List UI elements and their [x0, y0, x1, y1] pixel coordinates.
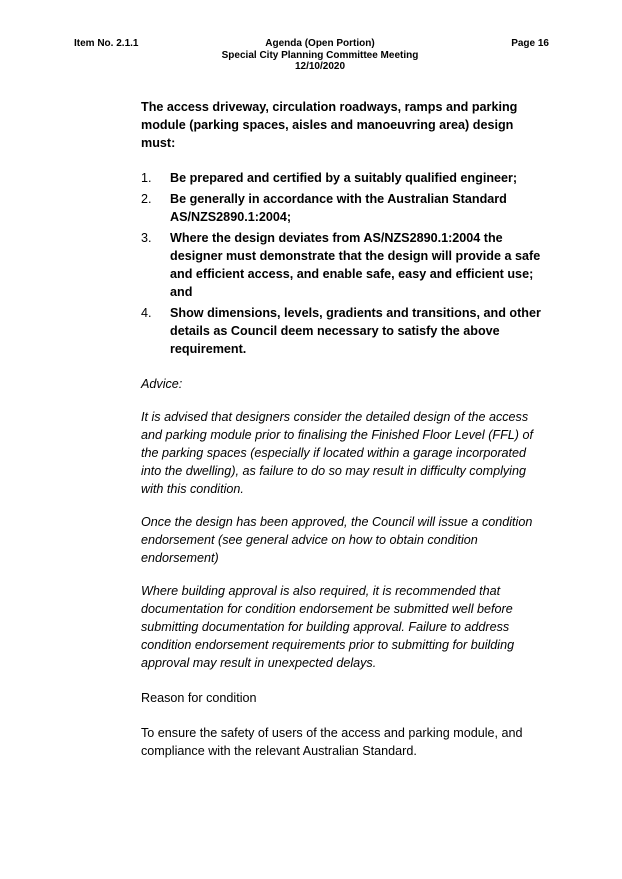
advice-paragraph: Where building approval is also required, it is recommended that documentation for condition endorsement be submitted well before submitting documentation for building approval. Failure to address condition endorsement requirements prior to submitting for building approval may result in unexpected delays.	[141, 584, 515, 670]
list-item-text: Be generally in accordance with the Australian Standard AS/NZS2890.1:2004;	[170, 192, 507, 224]
meeting-date: 12/10/2020	[294, 61, 346, 72]
document-body	[141, 98, 541, 760]
agenda-title: Agenda (Open Portion)	[265, 38, 375, 49]
list-item-number: 2.	[141, 192, 152, 206]
item-number: Item No. 2.1.1	[74, 38, 139, 49]
list-item-number: 1.	[141, 171, 152, 185]
list-item-number: 3.	[141, 231, 152, 245]
list-item	[141, 304, 541, 358]
condition-intro: The access driveway, circulation roadways, ramps and parking module (parking spaces, aisles and manoeuvring area) design must:	[141, 100, 518, 150]
list-item-text: Show dimensions, levels, gradients and transitions, and other details as Council deem necessary to satisfy the above requirement.	[170, 306, 541, 356]
list-item	[141, 169, 541, 187]
reason-heading: Reason for condition	[141, 691, 257, 705]
agenda-header	[180, 38, 460, 73]
list-item-text: Where the design deviates from AS/NZS2890.1:2004 the designer must demonstrate that the design will provide a safe and efficient access, and enable safe, easy and efficient use; and	[170, 231, 541, 299]
list-item	[141, 190, 541, 226]
requirements-list	[141, 169, 541, 358]
meeting-name: Special City Planning Committee Meeting	[221, 49, 419, 61]
reason-text: To ensure the safety of users of the access and parking module, and compliance with the relevant Australian Standard.	[141, 726, 523, 758]
advice-paragraph: Once the design has been approved, the Council will issue a condition endorsement (see general advice on how to obtain condition endorsement)	[141, 515, 533, 565]
advice-paragraph: It is advised that designers consider the detailed design of the access and parking module prior to finalising the Finished Floor Level (FFL) of the parking spaces (especially if located within a garage incorporated into the dwelling), as failure to do so may result in difficulty complying with this condition.	[141, 410, 533, 496]
page-number: Page 16	[511, 38, 549, 49]
list-item-number: 4.	[141, 306, 152, 320]
list-item	[141, 229, 541, 301]
advice-heading: Advice:	[141, 377, 183, 391]
list-item-text: Be prepared and certified by a suitably qualified engineer;	[170, 171, 518, 185]
